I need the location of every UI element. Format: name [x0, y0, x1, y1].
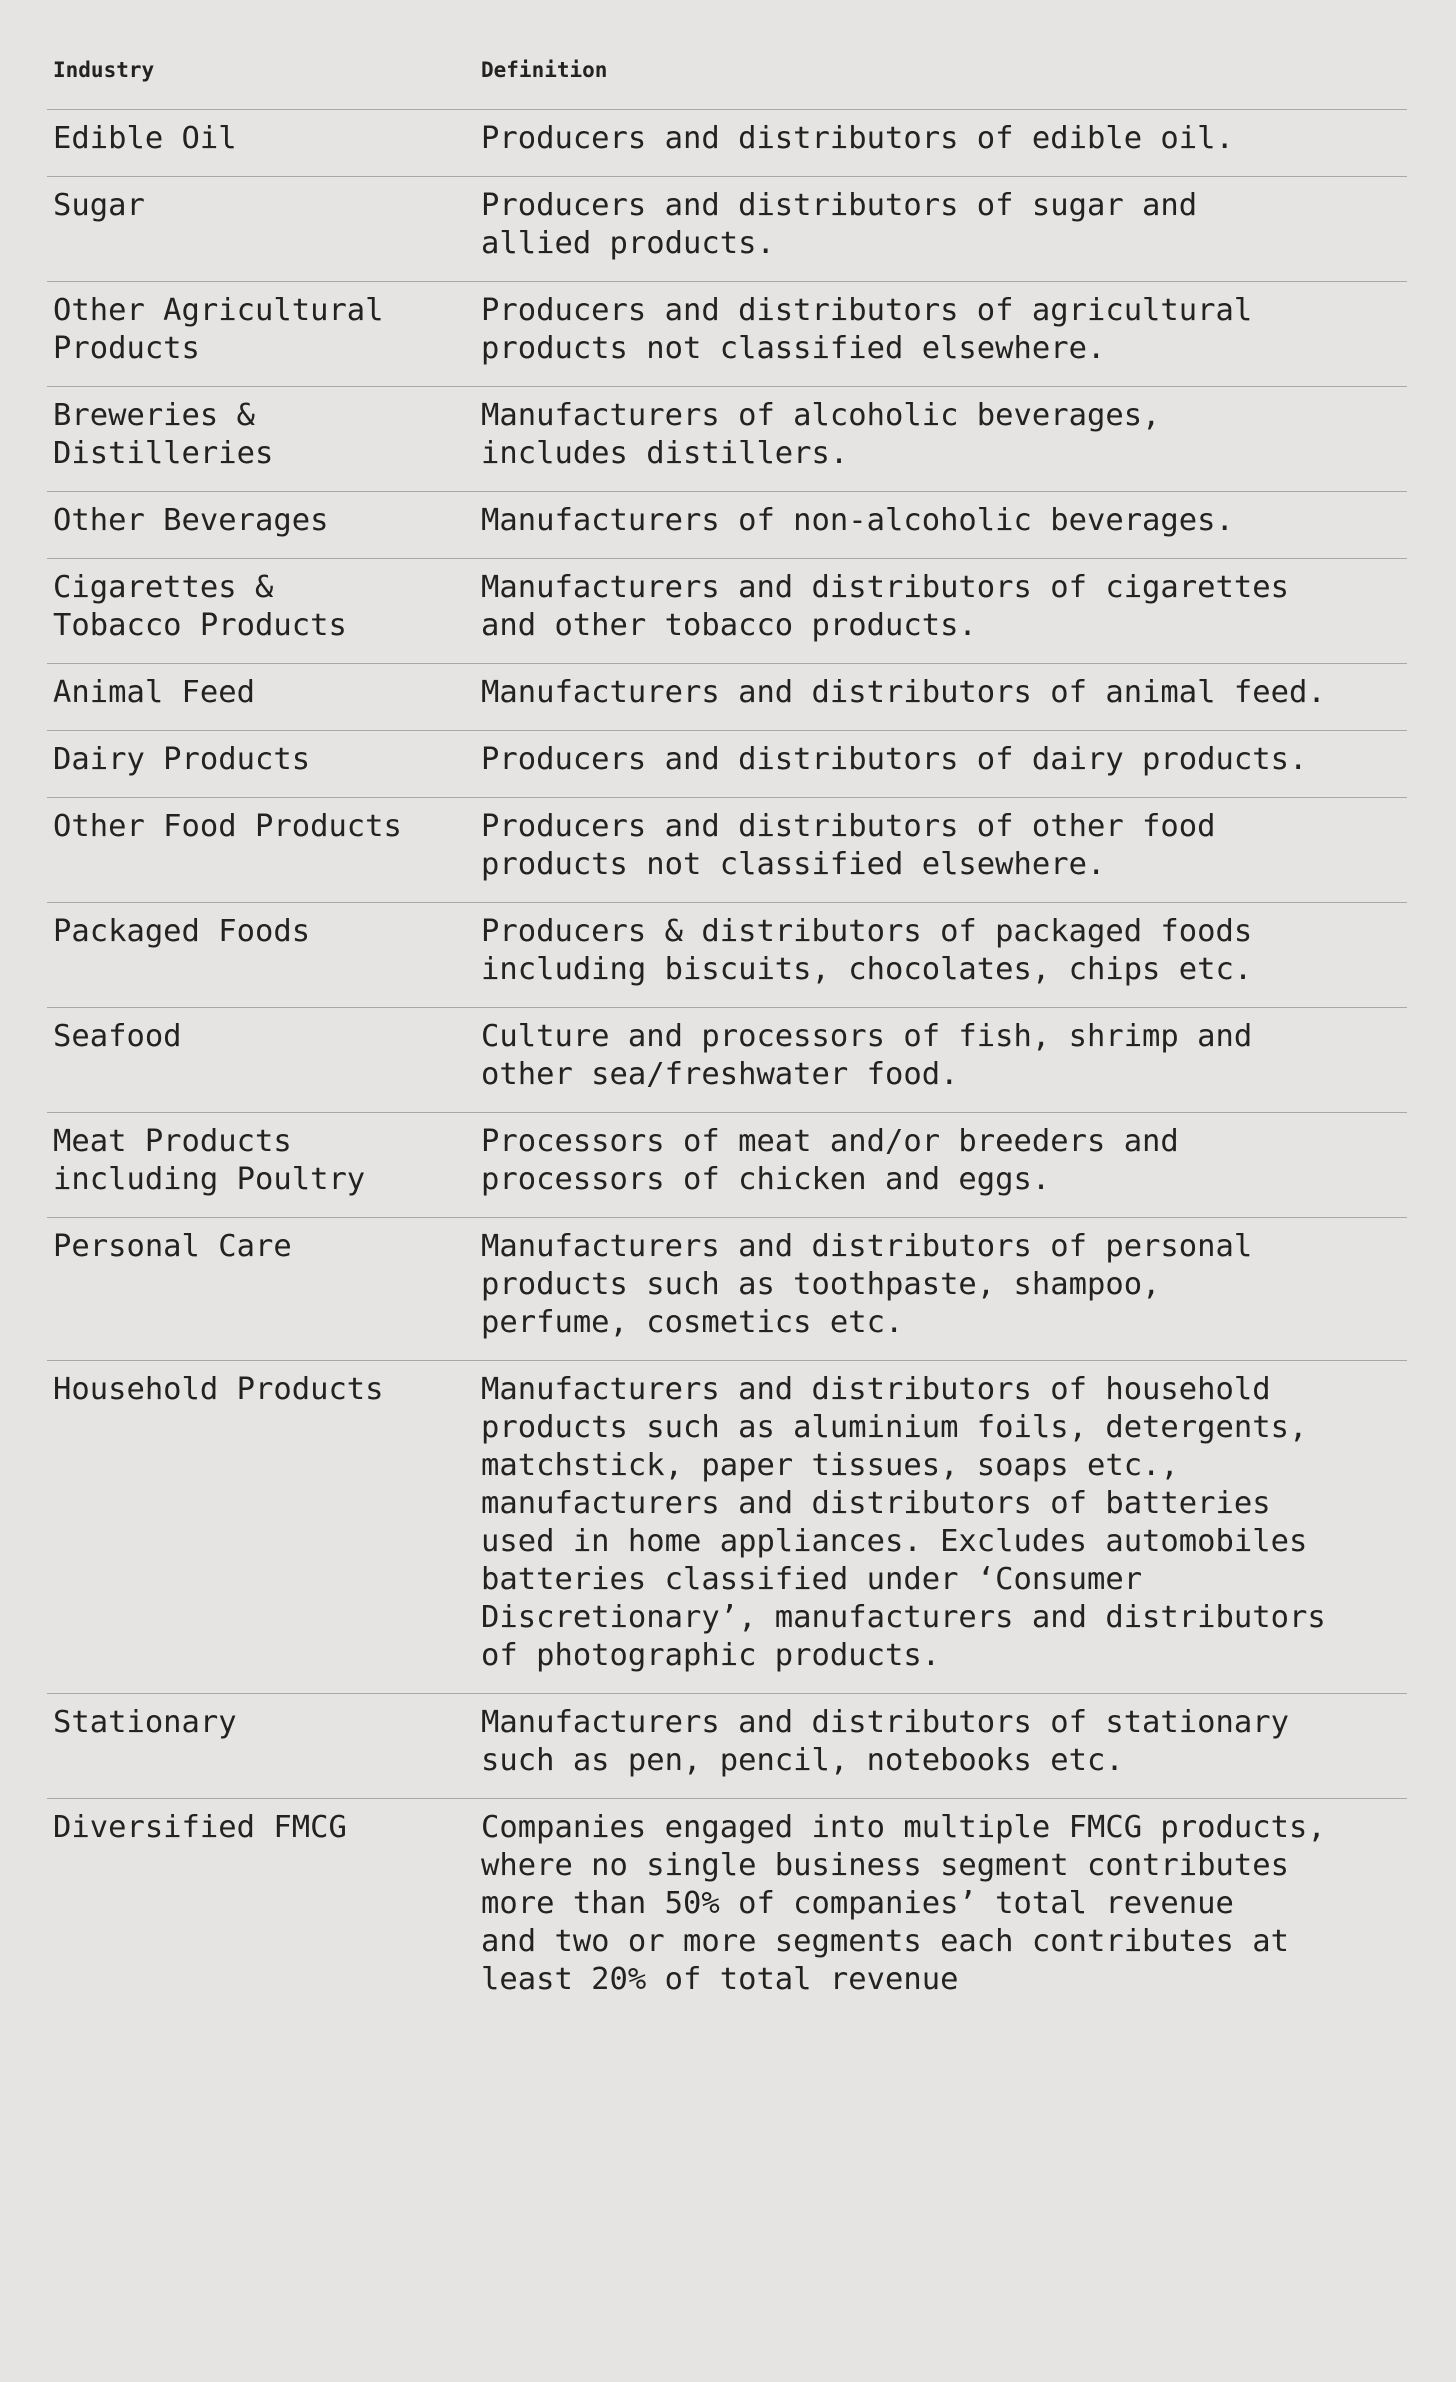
industry-cell: Dairy Products [53, 742, 311, 777]
definition-cell: Producers and distributors of agricultural products not classified elsewhere. [481, 293, 1253, 366]
industry-cell: Packaged Foods [53, 914, 311, 949]
industry-cell: Seafood [53, 1019, 182, 1054]
table-row [47, 559, 1407, 664]
industry-cell: Personal Care [53, 1229, 292, 1264]
industry-cell: Animal Feed [53, 675, 255, 710]
definition-cell: Producers and distributors of other food products not classified elsewhere. [481, 809, 1216, 882]
table-row [47, 903, 1407, 1008]
industry-cell: Edible Oil [53, 121, 237, 156]
definition-cell: Manufacturers and distributors of cigarettes and other tobacco products. [481, 570, 1289, 643]
industry-cell: Household Products [53, 1372, 384, 1407]
table-row [47, 177, 1407, 282]
table-row [47, 110, 1407, 177]
industry-cell: Cigarettes & Tobacco Products [53, 570, 347, 643]
industry-cell: Other Beverages [53, 503, 329, 538]
table-row [47, 1799, 1407, 2017]
definition-column-header: Definition [481, 58, 608, 82]
industry-column-header: Industry [53, 58, 155, 82]
industry-cell: Meat Products including Poultry [53, 1124, 366, 1197]
table-row [47, 1008, 1407, 1113]
table-row [47, 1218, 1407, 1361]
industry-cell: Breweries & Distilleries [53, 398, 274, 471]
definition-cell: Companies engaged into multiple FMCG products, where no single business segment contributes more than 50% of companies’ total revenue and two or more segments each contributes at least 20% of total revenue [481, 1810, 1326, 1997]
table-row [47, 282, 1407, 387]
definition-cell: Producers and distributors of sugar and allied products. [481, 188, 1198, 261]
table-row [47, 1361, 1407, 1694]
table-header [47, 52, 1407, 110]
industry-cell: Sugar [53, 188, 145, 223]
definition-cell: Manufacturers and distributors of personal products such as toothpaste, shampoo, perfume, cosmetics etc. [481, 1229, 1253, 1340]
table-row [47, 664, 1407, 731]
industry-cell: Other Food Products [53, 809, 402, 844]
definition-cell: Manufacturers and distributors of animal feed. [481, 675, 1326, 710]
definition-cell: Producers and distributors of edible oil. [481, 121, 1234, 156]
definition-cell: Processors of meat and/or breeders and processors of chicken and eggs. [481, 1124, 1179, 1197]
industry-definition-table [47, 52, 1407, 2017]
definition-cell: Producers & distributors of packaged foods including biscuits, chocolates, chips etc. [481, 914, 1253, 987]
industry-cell: Other Agricultural Products [53, 293, 384, 366]
table-row [47, 1694, 1407, 1799]
table-row [47, 798, 1407, 903]
table-row [47, 731, 1407, 798]
definition-cell: Manufacturers of non-alcoholic beverages. [481, 503, 1234, 538]
definition-cell: Producers and distributors of dairy products. [481, 742, 1308, 777]
table-row [47, 1113, 1407, 1218]
table-row [47, 387, 1407, 492]
industry-cell: Stationary [53, 1705, 237, 1740]
definition-cell: Manufacturers and distributors of household products such as aluminium foils, detergents, matchstick, paper tissues, soaps etc., manufacturers and distributors of batteries used in home appliances. Excludes automobiles batteries classified under ‘Consumer Discretionary’, manufacturers and distributors of photographic products. [481, 1372, 1326, 1673]
definition-cell: Culture and processors of fish, shrimp and other sea/freshwater food. [481, 1019, 1253, 1092]
definition-cell: Manufacturers and distributors of stationary such as pen, pencil, notebooks etc. [481, 1705, 1289, 1778]
definition-cell: Manufacturers of alcoholic beverages, includes distillers. [481, 398, 1161, 471]
table-row [47, 492, 1407, 559]
industry-cell: Diversified FMCG [53, 1810, 347, 1845]
